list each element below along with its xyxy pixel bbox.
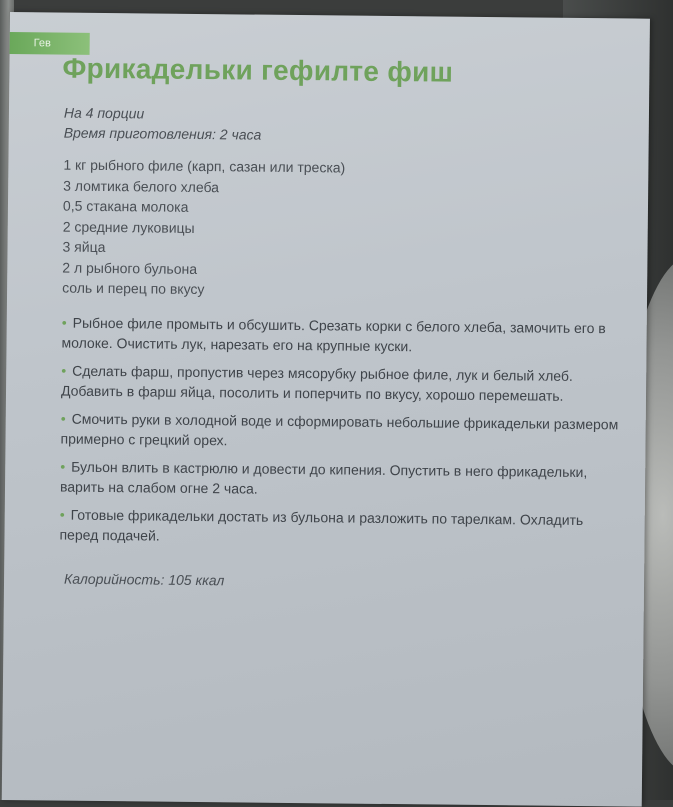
calories: Калорийность: 105 ккал [63, 570, 225, 589]
step-text: Смочить руки в холодной воде и сформировать небольшие фрикадельки размером примерно с грецкий орех. [60, 410, 619, 449]
step-text: Бульон влить в кастрюлю и довести до кипения. Опустить в него фрикадельки, варить на слабом огне 2 часа. [59, 458, 588, 497]
cook-time: Время приготовления: 2 часа [63, 124, 262, 143]
bullet-icon: • [59, 506, 65, 523]
ingredient-item: соль и перец по вкусу [62, 279, 205, 298]
step-item [60, 409, 620, 455]
ingredient-item: 0,5 стакана молока [62, 197, 189, 215]
bullet-icon: • [60, 458, 66, 475]
bullet-icon: • [60, 410, 66, 427]
step-text: Рыбное филе промыть и обсушить. Срезать корки с белого хлеба, замочить его в молоке. Очистить лук, нарезать его на крупные куски. [61, 314, 606, 355]
step-text: Сделать фарш, пропустив через мясорубку рыбное филе, лук и белый хлеб. Добавить в фарш яйца, посолить и поперчить по вкусу, хорошо перемешать. [60, 362, 573, 404]
step-item [60, 457, 620, 503]
step-item [61, 313, 621, 359]
bullet-icon: • [61, 314, 67, 331]
bullet-icon: • [61, 362, 67, 379]
ingredient-item: 2 средние луковицы [62, 218, 195, 236]
step-text: Готовые фрикадельки достать из бульона и разложить по тарелкам. Охладить перед подачей. [59, 506, 584, 544]
ingredient-item: 1 кг рыбного филе (карп, сазан или треска) [63, 156, 346, 176]
servings: На 4 порции [63, 104, 145, 122]
ingredient-item: 2 л рыбного бульона [62, 259, 198, 277]
recipe-title: Фрикадельки гефилте фиш [62, 52, 454, 88]
step-item [59, 505, 619, 551]
chapter-tab: Гев [10, 32, 90, 55]
ingredient-item: 3 ломтика белого хлеба [63, 177, 220, 195]
recipe-meta [64, 103, 262, 145]
book-page [2, 12, 650, 807]
step-item [61, 361, 621, 407]
step-list [59, 313, 621, 559]
ingredient-item: 3 яйца [62, 238, 106, 256]
ingredient-list [62, 155, 345, 301]
